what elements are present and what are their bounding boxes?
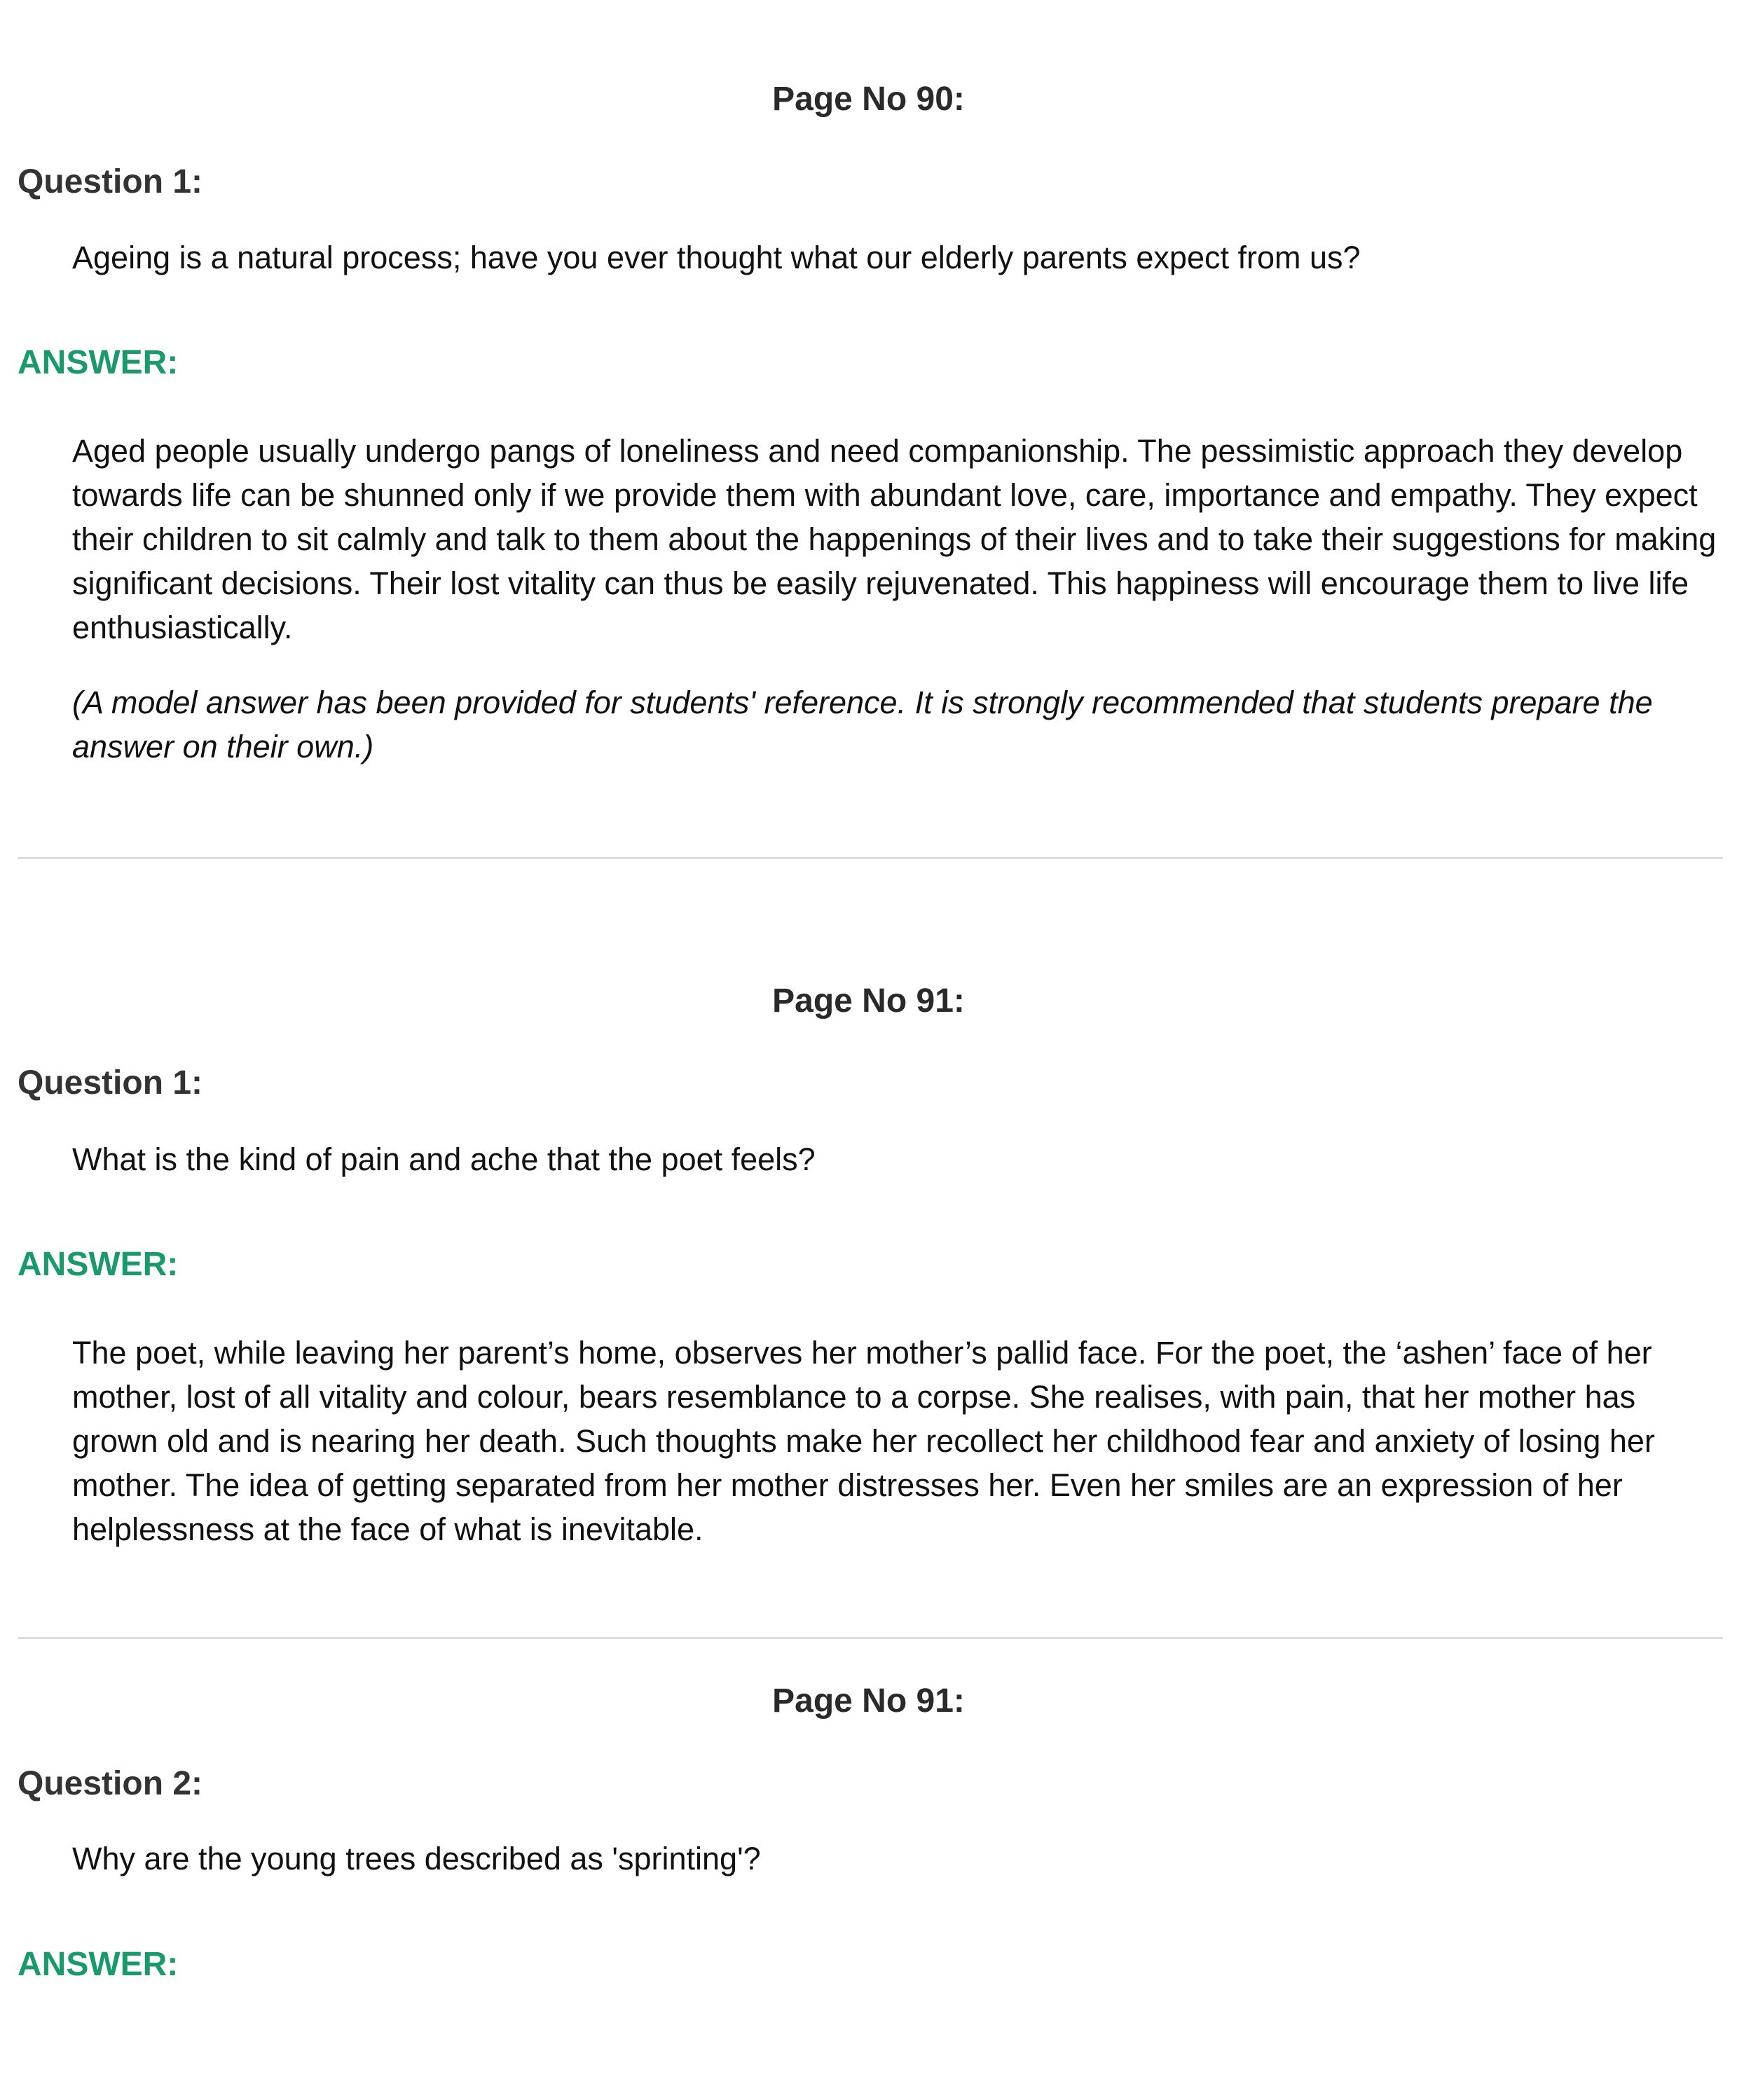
question-label: Question 2: (18, 1765, 203, 1802)
question-label: Question 1: (18, 163, 203, 200)
answer-label: ANSWER: (18, 1246, 179, 1283)
question-text: Ageing is a natural process; have you ever thought what our elderly parents expect from us? (72, 240, 1361, 275)
question-label: Question 1: (18, 1064, 203, 1102)
model-answer-note: (A model answer has been provided for students' reference. It is strongly recommended that students prepare the answer on their own.) (72, 685, 1653, 764)
question-text: Why are the young trees described as 'sprinting'? (72, 1841, 761, 1876)
page-heading: Page No 90: (772, 81, 965, 118)
question-text: What is the kind of pain and ache that the poet feels? (72, 1141, 816, 1177)
answer-label: ANSWER: (18, 1946, 179, 1983)
answer-text: The poet, while leaving her parent’s home, observes her mother’s pallid face. For the poet, the ‘ashen’ face of her mother, lost of all vitality and colour, bears resemblance to a corpse. She realises, with pain, that her mother has grown old and is nearing her death. Such thoughts make her recollect her childhood fear and anxiety of losing her mother. The idea of getting separated from her mother distresses her. Even her smiles are an expression of her helplessness at the face of what is inevitable. (72, 1335, 1655, 1547)
section-divider (18, 1637, 1723, 1639)
answer-text: Aged people usually undergo pangs of loneliness and need companionship. The pessimistic approach they develop towards life can be shunned only if we provide them with abundant love, care, importance and empathy. They expect their children to sit calmly and talk to them about the happenings of their lives and to take their suggestions for making significant decisions. Their lost vitality can thus be easily rejuvenated. This happiness will encourage them to live life enthusiastically. (72, 433, 1717, 645)
answer-label: ANSWER: (18, 344, 179, 381)
section-divider (18, 857, 1723, 859)
page-heading: Page No 91: (772, 982, 965, 1020)
page-heading: Page No 91: (772, 1682, 965, 1720)
